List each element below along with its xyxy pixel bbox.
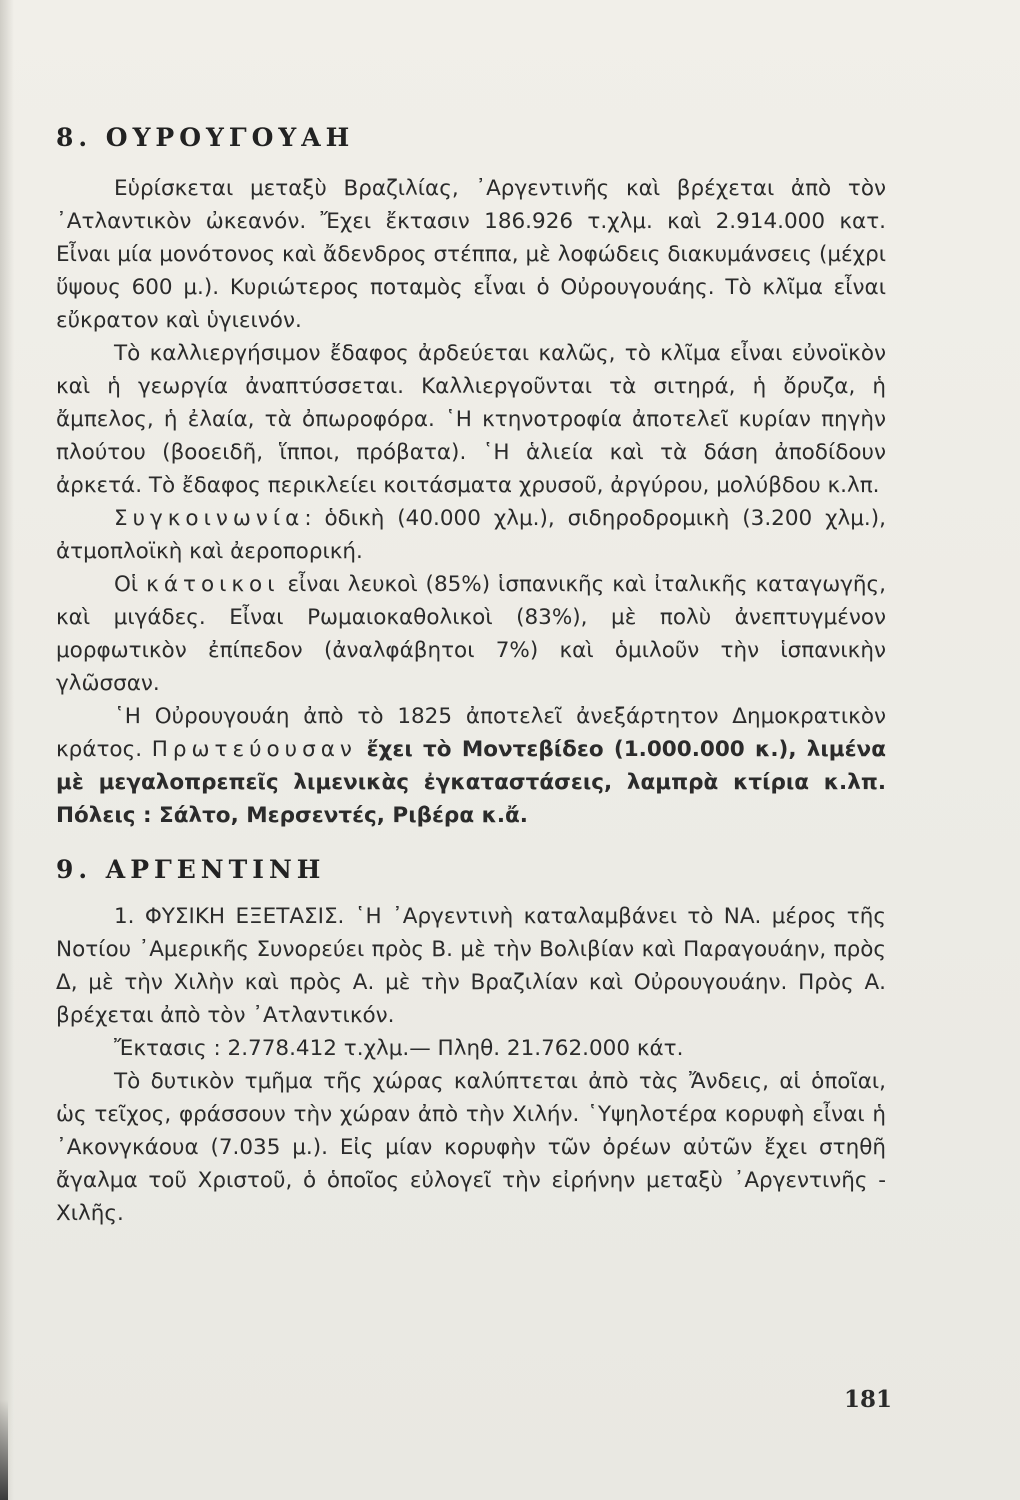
paragraph-uruguay-geography: Εὑρίσκεται μεταξὺ Βραζιλίας, ᾿Αργεντινῆς καὶ βρέχεται ἀπὸ τὸν ᾿Ατλαντικὸν ὠκεανόν. Ἔχει ἔκτασιν 186.926 τ.χλμ. καὶ 2.914.000 κατ. Εἶναι μία μονότονος καὶ ἄδενδρος στέππα, μὲ λοφώδεις διακυμάνσεις (μέχρι ὕψους 600 μ.). Κυριώτερος ποταμὸς εἶναι ὁ Οὐρουγουάης. Τὸ κλῖμα εἶναι εὔκρατον καὶ ὑγιεινόν. (56, 176, 886, 333)
paragraph-argentina-andes: Τὸ δυτικὸν τμῆμα τῆς χώρας καλύπτεται ἀπὸ τὰς Ἄνδεις, αἱ ὁποῖαι, ὡς τεῖχος, φράσσουν τὴν χώραν ἀπὸ τὴν Χιλήν. ῾Υψηλοτέρα κορυφὴ εἶναι ἡ ᾿Ακονγκάουα (7.035 μ.). Εἰς μίαν κορυφὴν τῶν ὀρέων αὐτῶν ἔχει στηθῆ ἄγαλμα τοῦ Χριστοῦ, ὁ ὁποῖος εὐλογεῖ τὴν εἰρήνην μεταξὺ ᾿Αργεντινῆς - Χιλῆς. (56, 1069, 886, 1226)
page-number: 181 (843, 1386, 892, 1413)
term-capital: Πρωτεύουσαν (151, 737, 357, 762)
transport-details: : ὁδικὴ (40.000 χλμ.), σιδηροδρομικὴ (3.200 χλμ.), ἀτμοπλοϊκὴ καὶ ἀεροπορική. (56, 506, 886, 564)
population-lead: Οἱ (114, 572, 139, 597)
section-heading-argentina: 9. ΑΡΓΕΝΤΙΝΗ (56, 855, 326, 884)
paragraph-argentina-physical (56, 900, 886, 1032)
capital-details: ἔχει τὸ Μοντεβίδεο (1.000.000 κ.), λιμένα μὲ μεγαλοπρεπεῖς λιμενικὰς ἐγκαταστάσεις, λαμπρὰ κτίρια κ.λπ. Πόλεις : Σάλτο, Μερσεντές, Ριβέρα κ.ἄ. (56, 737, 886, 828)
paragraph-argentina-area: Ἔκτασις : 2.778.412 τ.χλμ.— Πληθ. 21.762.000 κάτ. (114, 1036, 684, 1061)
physical-exam-label: 1. ΦΥΣΙΚΗ ΕΞΕΤΑΣΙΣ. (114, 904, 345, 929)
physical-exam-text: ῾Η ᾿Αργεντινὴ καταλαμβάνει τὸ ΝΑ. μέρος τῆς Νοτίου ᾿Αμερικῆς Συνορεύει πρὸς Β. μὲ τὴν Βολιβίαν καὶ Παραγουάην, πρὸς Δ, μὲ τὴν Χιλὴν καὶ πρὸς Α. μὲ τὴν Βραζιλίαν καὶ Οὐρουγουάην. Πρὸς Α. βρέχεται ἀπὸ τὸν ᾿Ατλαντικόν. (56, 904, 886, 1028)
section-heading-uruguay: 8. ΟΥΡΟΥΓΟΥΑΗ (56, 123, 355, 152)
term-inhabitants: κάτοικοι (146, 572, 280, 597)
paragraph-uruguay-population (56, 568, 886, 700)
spine-edge (0, 1400, 8, 1500)
paragraph-uruguay-transport (56, 502, 886, 568)
population-details: εἶναι λευκοὶ (85%) ἱσπανικῆς καὶ ἰταλικῆς καταγωγῆς, καὶ μιγάδες. Εἶναι Ρωμαιοκαθολικοὶ (83%), μὲ πολὺ ἀνεπτυγμένον μορφωτικὸν ἐπίπεδον (ἀναλφάβητοι 7%) καὶ ὁμιλοῦν τὴν ἱσπανικὴν γλῶσσαν. (56, 572, 887, 696)
paragraph-uruguay-economy: Τὸ καλλιεργήσιμον ἔδαφος ἀρδεύεται καλῶς, τὸ κλῖμα εἶναι εὐνοϊκὸν καὶ ἡ γεωργία ἀναπτύσσεται. Καλλιεργοῦνται τὰ σιτηρά, ἡ ὄρυζα, ἡ ἄμπελος, ἡ ἐλαία, τὰ ὀπωροφόρα. ῾Η κτηνοτροφία ἀποτελεῖ κυρίαν πηγὴν πλούτου (βοοειδῆ, ἵπποι, πρόβατα). ῾Η ἁλιεία καὶ τὰ δάση ἀποδίδουν ἀρκετά. Τὸ ἔδαφος περικλείει κοιτάσματα χρυσοῦ, ἀργύρου, μολύβδου κ.λπ. (56, 341, 886, 498)
state-lead: ῾Η Οὐρουγουάη ἀπὸ τὸ 1825 ἀποτελεῖ ἀνεξάρτητον Δημοκρατικὸν κράτος. (56, 704, 886, 762)
paragraph-uruguay-state (56, 700, 886, 832)
term-transport: Συγκοινωνία (114, 506, 305, 531)
spine-shadow (0, 0, 14, 1500)
page-content (56, 118, 886, 1230)
